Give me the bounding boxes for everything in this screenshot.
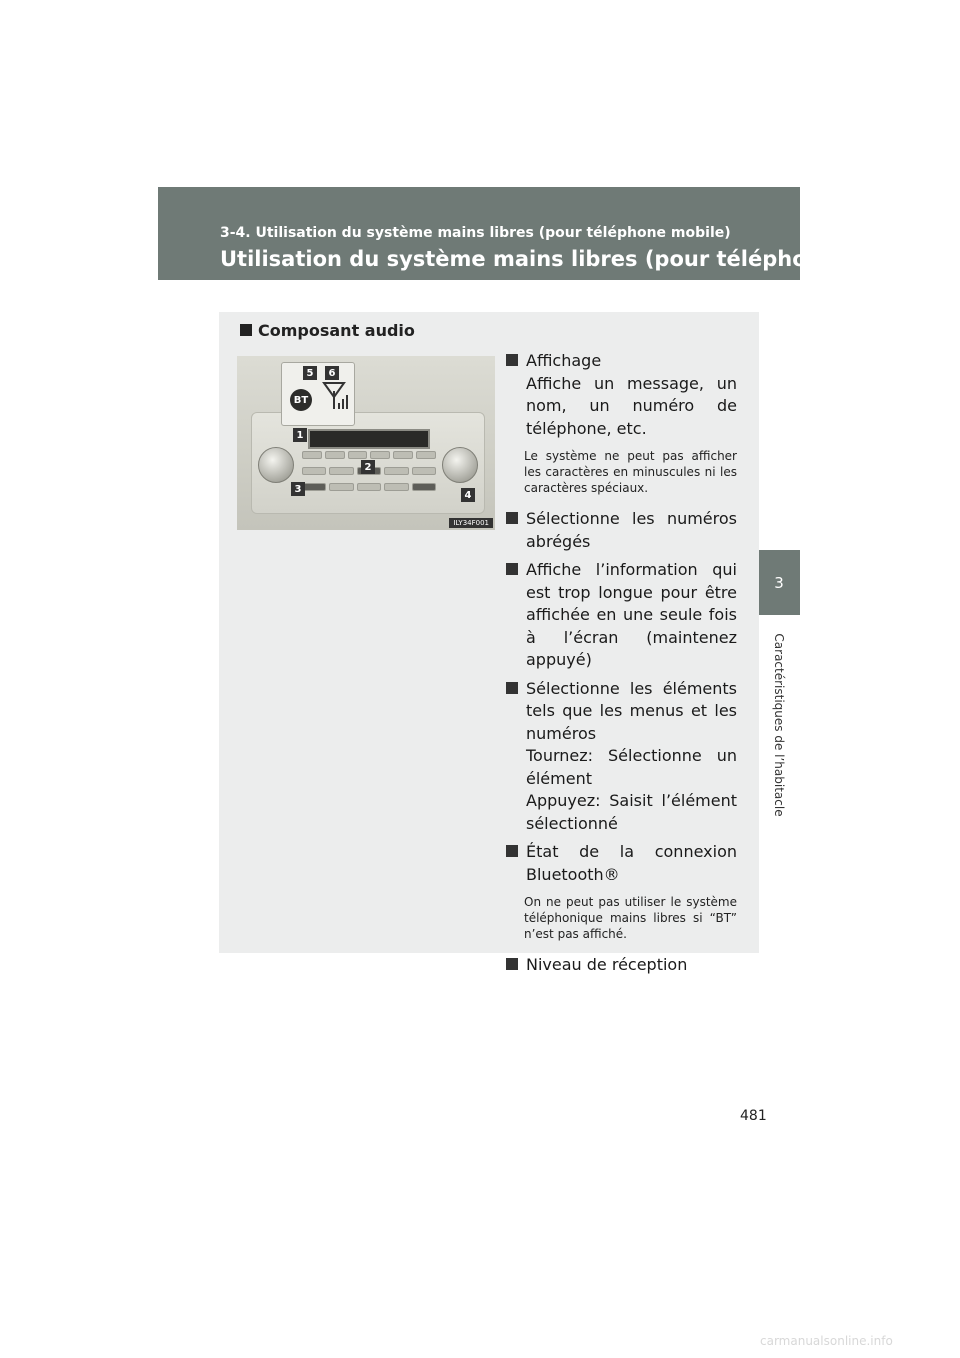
content-panel — [219, 312, 759, 974]
item-note: On ne peut pas utiliser le système téléphonique mains libres si “BT” n’est pas affiché. — [524, 895, 737, 941]
item-text: Affichage Affiche un message, un nom, un numéro de téléphone, etc. — [526, 351, 737, 438]
section-header — [158, 187, 933, 280]
list-item — [505, 841, 737, 886]
list-item — [505, 508, 737, 553]
item-text: Sélectionne les éléments tels que les menus et les numéros Tournez: Sélectionne un élément Appuyez: Saisit l’élément sélectionné — [526, 678, 737, 833]
page-title: Utilisation du système mains libres (pour téléphone mobile) — [220, 247, 933, 271]
chapter-tab: 3 — [758, 550, 800, 615]
callout-6: 6 — [325, 366, 339, 380]
item-number-badge — [506, 682, 518, 694]
figure-code: ILY34F001 — [449, 518, 493, 528]
callout-4: 4 — [461, 488, 475, 502]
item-note: Le système ne peut pas afficher les caractères en minuscules ni les caractères spéciaux. — [524, 449, 737, 495]
item-number-badge — [506, 512, 518, 524]
component-list — [505, 350, 737, 977]
item-number-badge — [506, 958, 518, 970]
item-text: Affiche l’information qui est trop longue pour être affichée en une seule fois à l’écran (maintenez appuyé) — [526, 560, 737, 669]
bt-badge: BT — [290, 389, 312, 411]
list-item — [505, 559, 737, 672]
list-item — [505, 350, 737, 440]
subsection-heading — [240, 321, 415, 340]
signal-antenna-icon — [320, 381, 348, 411]
left-knob — [258, 447, 294, 483]
display-zoom-callout — [281, 362, 355, 426]
item-number-badge — [506, 845, 518, 857]
square-bullet-icon — [240, 324, 252, 336]
watermark: carmanualsonline.info — [760, 1334, 893, 1348]
right-knob — [442, 447, 478, 483]
preset-button-row — [302, 451, 436, 459]
item-text: Sélectionne les numéros abrégés — [526, 509, 737, 551]
page-number: 481 — [740, 1108, 767, 1124]
subsection-heading-text: Composant audio — [258, 321, 415, 340]
list-item — [505, 678, 737, 836]
item-number-badge — [506, 563, 518, 575]
item-text: Niveau de réception — [526, 955, 688, 974]
chapter-label: Caractéristiques de l’habitacle — [772, 633, 786, 817]
callout-2: 2 — [361, 460, 375, 474]
list-item — [505, 954, 737, 977]
callout-5: 5 — [303, 366, 317, 380]
section-label: 3-4. Utilisation du système mains libres (pour téléphone mobile) — [220, 225, 731, 241]
display-screen — [308, 429, 430, 449]
item-text: État de la connexion Bluetooth® — [526, 842, 737, 884]
track-button-row — [302, 483, 436, 491]
callout-1: 1 — [293, 428, 307, 442]
audio-unit-figure — [237, 356, 495, 530]
callout-3: 3 — [291, 482, 305, 496]
item-number-badge — [506, 354, 518, 366]
